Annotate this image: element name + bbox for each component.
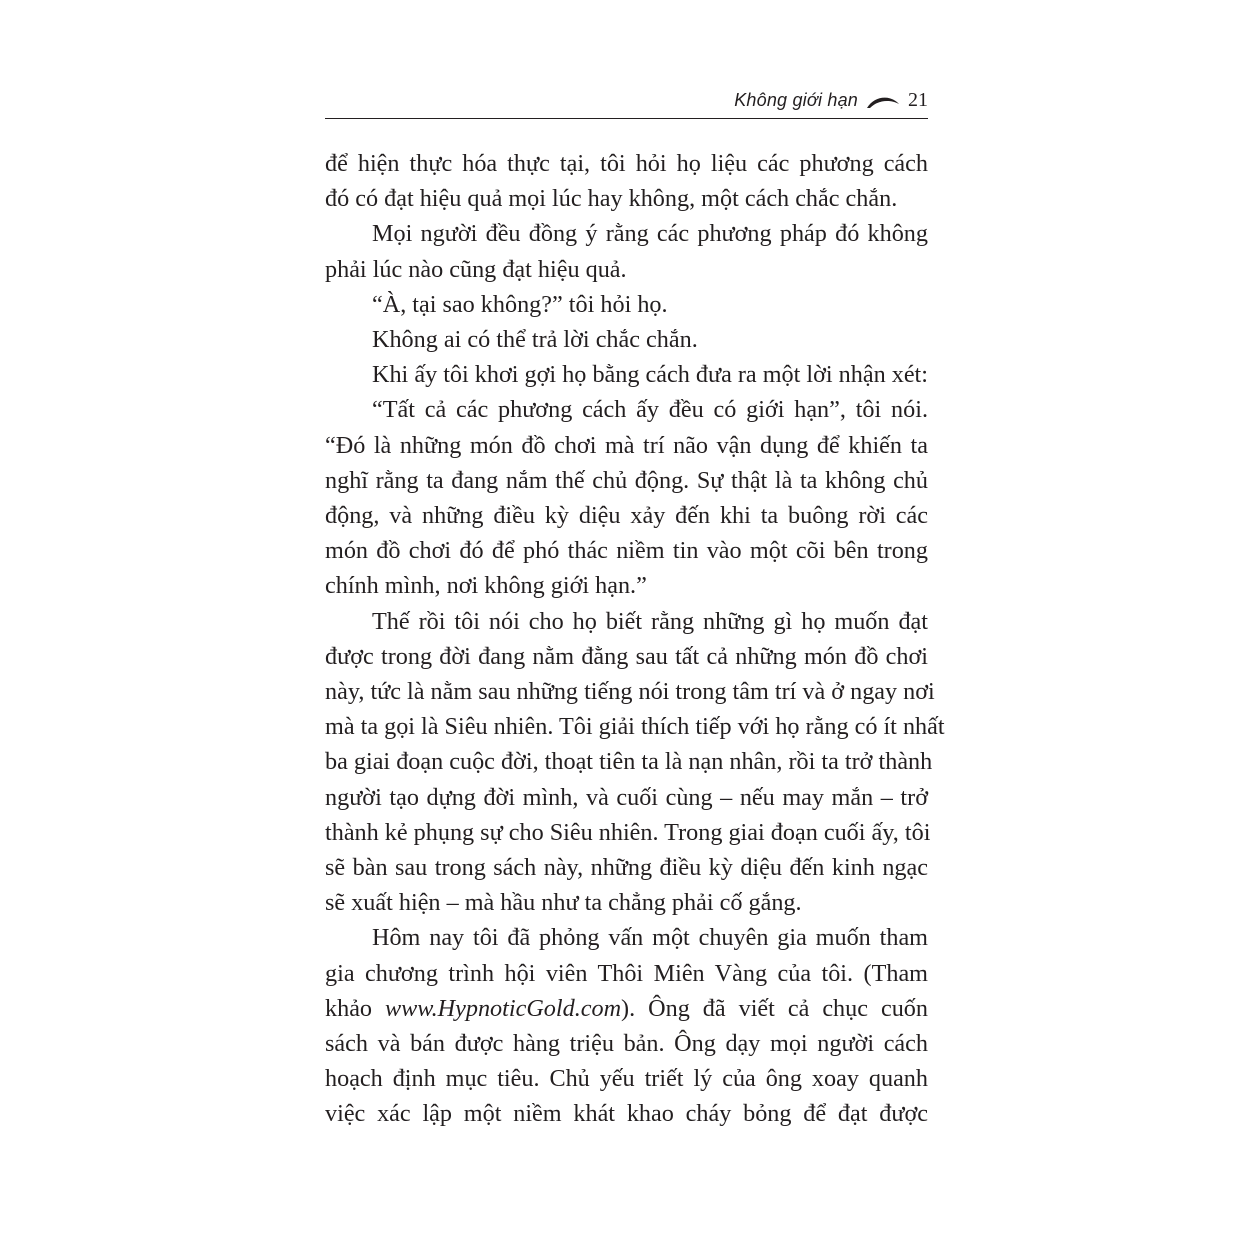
text-line: “Tất cả các phương cách ấy đều có giới hạn”, tôi nói. <box>372 396 928 424</box>
running-title: Không giới hạn <box>734 90 858 110</box>
text-line: được trong đời đang nằm đằng sau tất cả những món đồ chơi <box>325 642 928 670</box>
text-line: động, và những điều kỳ diệu xảy đến khi ta buông rời các <box>325 502 928 530</box>
swoosh-icon <box>866 93 900 109</box>
text-line: để hiện thực hóa thực tại, tôi hỏi họ liệu các phương cách <box>325 150 928 177</box>
text-line: gia chương trình hội viên Thôi Miên Vàng của tôi. (Tham <box>325 959 928 987</box>
text-line: thành kẻ phụng sự cho Siêu nhiên. Trong giai đoạn cuối ấy, tôi <box>325 818 931 846</box>
text-line: Mọi người đều đồng ý rằng các phương pháp đó không <box>372 220 928 248</box>
text-line: Hôm nay tôi đã phỏng vấn một chuyên gia muốn tham <box>372 924 928 952</box>
text-line: món đồ chơi đó để phó thác niềm tin vào một cõi bên trong <box>325 537 928 565</box>
text-line: mà ta gọi là Siêu nhiên. Tôi giải thích tiếp với họ rằng có ít nhất <box>325 713 945 741</box>
page-number: 21 <box>908 89 928 111</box>
text-line: “Đó là những món đồ chơi mà trí não vận dụng để khiến ta <box>325 431 928 459</box>
text-line: người tạo dựng đời mình, và cuối cùng – nếu may mắn – trở <box>325 783 928 811</box>
text-line: “À, tại sao không?” tôi hỏi họ. <box>372 290 668 318</box>
text-line: đó có đạt hiệu quả mọi lúc hay không, một cách chắc chắn. <box>325 185 898 213</box>
text-line: phải lúc nào cũng đạt hiệu quả. <box>325 255 627 283</box>
text-line: sẽ bàn sau trong sách này, những điều kỳ diệu đến kinh ngạc <box>325 854 928 882</box>
text-line <box>325 991 928 1026</box>
body-text <box>325 146 945 1132</box>
text-fragment: ). Ông đã viết cả chục cuốn <box>621 994 928 1022</box>
running-header <box>325 86 928 119</box>
text-line: sách và bán được hàng triệu bản. Ông dạy mọi người cách <box>325 1030 928 1058</box>
text-line: sẽ xuất hiện – mà hầu như ta chẳng phải cố gắng. <box>325 889 802 917</box>
text-line: việc xác lập một niềm khát khao cháy bỏng để đạt được <box>325 1100 928 1128</box>
text-line: Thế rồi tôi nói cho họ biết rằng những gì họ muốn đạt <box>372 607 928 635</box>
website-link-text: www.HypnoticGold.com <box>385 994 622 1022</box>
text-line: Không ai có thể trả lời chắc chắn. <box>372 326 698 354</box>
text-line: hoạch định mục tiêu. Chủ yếu triết lý của ông xoay quanh <box>325 1065 928 1093</box>
text-line: nghĩ rằng ta đang nắm thế chủ động. Sự thật là ta không chủ <box>325 466 928 494</box>
text-line: ba giai đoạn cuộc đời, thoạt tiên ta là nạn nhân, rồi ta trở thành <box>325 748 933 776</box>
text-line: chính mình, nơi không giới hạn.” <box>325 572 647 600</box>
text-line: này, tức là nằm sau những tiếng nói trong tâm trí và ở ngay nơi <box>325 678 935 706</box>
text-fragment: khảo <box>325 994 386 1022</box>
text-line: Khi ấy tôi khơi gợi họ bằng cách đưa ra một lời nhận xét: <box>372 361 928 389</box>
